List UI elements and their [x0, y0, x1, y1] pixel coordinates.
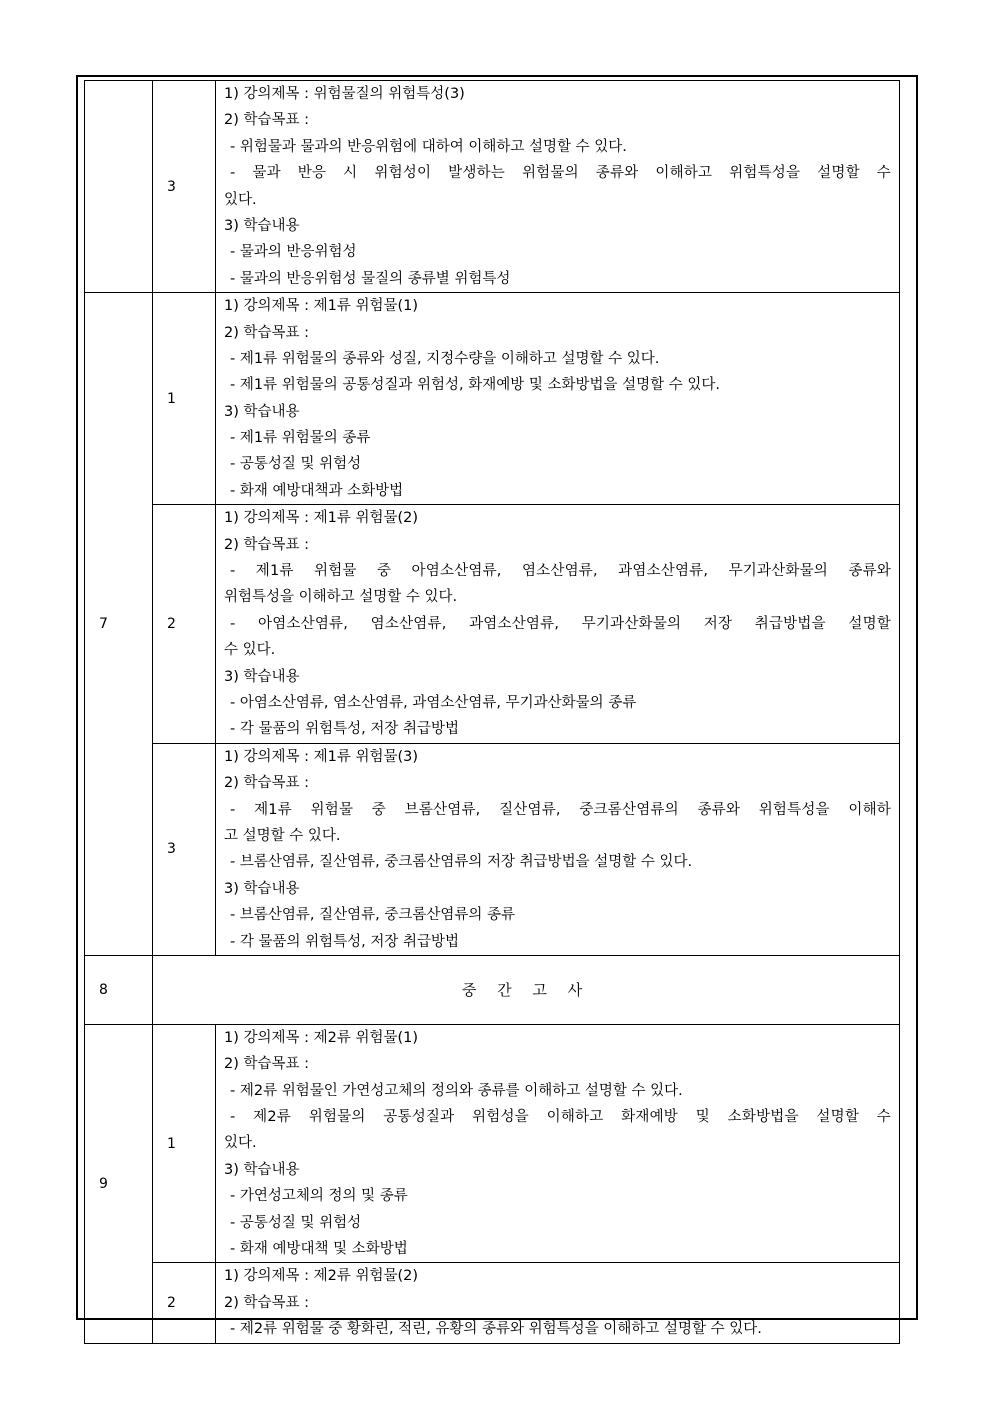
lecture-content-cell — [216, 505, 900, 744]
objective-item-continued: 위험특성을 이해하고 설명할 수 있다. — [224, 589, 458, 606]
objective-item: - 제1류 위험물 중 브롬산염류, 질산염류, 중크롬산염류의 종류와 위험특성을 이해하 — [230, 801, 891, 818]
content-heading: 3) 학습내용 — [224, 403, 300, 420]
lecture-content-cell — [216, 1024, 900, 1263]
objective-item: - 제1류 위험물의 종류와 성질, 지정수량을 이해하고 설명할 수 있다. — [230, 350, 660, 367]
lecture-title: 1) 강의제목 : 제1류 위험물(2) — [224, 510, 419, 527]
lecture-title: 1) 강의제목 : 제2류 위험물(1) — [224, 1029, 419, 1046]
objectives-heading: 2) 학습목표 : — [224, 1294, 310, 1311]
table-row — [85, 955, 900, 1024]
objectives-heading: 2) 학습목표 : — [224, 324, 310, 341]
content-item: - 제1류 위험물의 종류 — [230, 430, 371, 447]
lecture-content-cell — [216, 1263, 900, 1343]
week-cell: 9 — [85, 1024, 153, 1343]
objective-item-continued: 있다. — [224, 1135, 257, 1152]
week-cell: 7 — [85, 293, 153, 956]
week-cell: 8 — [85, 955, 153, 1024]
content-item: - 화재 예방대책과 소화방법 — [230, 482, 404, 499]
content-item: - 가연성고체의 정의 및 종류 — [230, 1188, 408, 1205]
table-row — [85, 81, 900, 293]
table-row — [85, 1263, 900, 1343]
content-heading: 3) 학습내용 — [224, 668, 300, 685]
table-row — [85, 743, 900, 955]
objectives-heading: 2) 학습목표 : — [224, 1056, 310, 1073]
content-item: - 화재 예방대책 및 소화방법 — [230, 1241, 408, 1258]
content-item: - 각 물품의 위험특성, 저장 취급방법 — [230, 933, 459, 950]
objective-item: - 제1류 위험물의 공통성질과 위험성, 화재예방 및 소화방법을 설명할 수 있다. — [230, 377, 720, 394]
session-cell: 2 — [153, 1263, 216, 1343]
objective-item: - 물과 반응 시 위험성이 발생하는 위험물의 종류와 이해하고 위험특성을 설명할 수 — [230, 165, 891, 182]
content-item: - 공통성질 및 위험성 — [230, 456, 362, 473]
content-item: - 물과의 반응위험성 — [230, 244, 357, 261]
lecture-content-cell — [216, 293, 900, 505]
table-row — [85, 505, 900, 744]
objectives-heading: 2) 학습목표 : — [224, 536, 310, 553]
lecture-content-cell — [216, 81, 900, 293]
objectives-heading: 2) 학습목표 : — [224, 112, 310, 129]
objective-item: - 제2류 위험물의 공통성질과 위험성을 이해하고 화재예방 및 소화방법을 설명할 수 — [230, 1109, 891, 1126]
table-row — [85, 293, 900, 505]
content-item: - 공통성질 및 위험성 — [230, 1214, 362, 1231]
objective-item: - 위험물과 물과의 반응위험에 대하여 이해하고 설명할 수 있다. — [230, 138, 627, 155]
content-item: - 브롬산염류, 질산염류, 중크롬산염류의 종류 — [230, 907, 516, 924]
objective-item-continued: 있다. — [224, 191, 257, 208]
session-cell: 1 — [153, 293, 216, 505]
content-heading: 3) 학습내용 — [224, 217, 300, 234]
session-cell: 3 — [153, 743, 216, 955]
objective-item: - 제2류 위험물인 가연성고체의 정의와 종류를 이해하고 설명할 수 있다. — [230, 1082, 683, 1099]
objective-item: - 아염소산염류, 염소산염류, 과염소산염류, 무기과산화물의 저장 취급방법을 설명할 — [230, 615, 891, 632]
objective-item-continued: 수 있다. — [224, 642, 276, 659]
lecture-content-cell — [216, 743, 900, 955]
content-item: - 아염소산염류, 염소산염류, 과염소산염류, 무기과산화물의 종류 — [230, 694, 637, 711]
table-row — [85, 1024, 900, 1263]
objectives-heading: 2) 학습목표 : — [224, 775, 310, 792]
lecture-title: 1) 강의제목 : 제1류 위험물(1) — [224, 298, 419, 315]
session-cell: 1 — [153, 1024, 216, 1263]
lecture-title: 1) 강의제목 : 제2류 위험물(2) — [224, 1268, 419, 1285]
content-item: - 물과의 반응위험성 물질의 종류별 위험특성 — [230, 270, 511, 287]
content-heading: 3) 학습내용 — [224, 1161, 300, 1178]
session-cell: 3 — [153, 81, 216, 293]
lecture-title: 1) 강의제목 : 위험물질의 위험특성(3) — [224, 86, 465, 102]
lecture-schedule-table — [84, 80, 900, 1344]
content-heading: 3) 학습내용 — [224, 880, 300, 897]
session-cell: 2 — [153, 505, 216, 744]
midterm-exam-cell: 중 간 고 사 — [153, 955, 900, 1024]
objective-item-continued: 고 설명할 수 있다. — [224, 827, 341, 844]
objective-item: - 브롬산염류, 질산염류, 중크롬산염류의 저장 취급방법을 설명할 수 있다. — [230, 854, 693, 871]
content-item: - 각 물품의 위험특성, 저장 취급방법 — [230, 721, 459, 738]
objective-item: - 제1류 위험물 중 아염소산염류, 염소산염류, 과염소산염류, 무기과산화물의 종류와 — [230, 563, 891, 580]
lecture-title: 1) 강의제목 : 제1류 위험물(3) — [224, 748, 419, 765]
objective-item: - 제2류 위험물 중 황화린, 적린, 유황의 종류와 위험특성을 이해하고 설명할 수 있다. — [230, 1321, 762, 1338]
week-cell — [85, 81, 153, 293]
